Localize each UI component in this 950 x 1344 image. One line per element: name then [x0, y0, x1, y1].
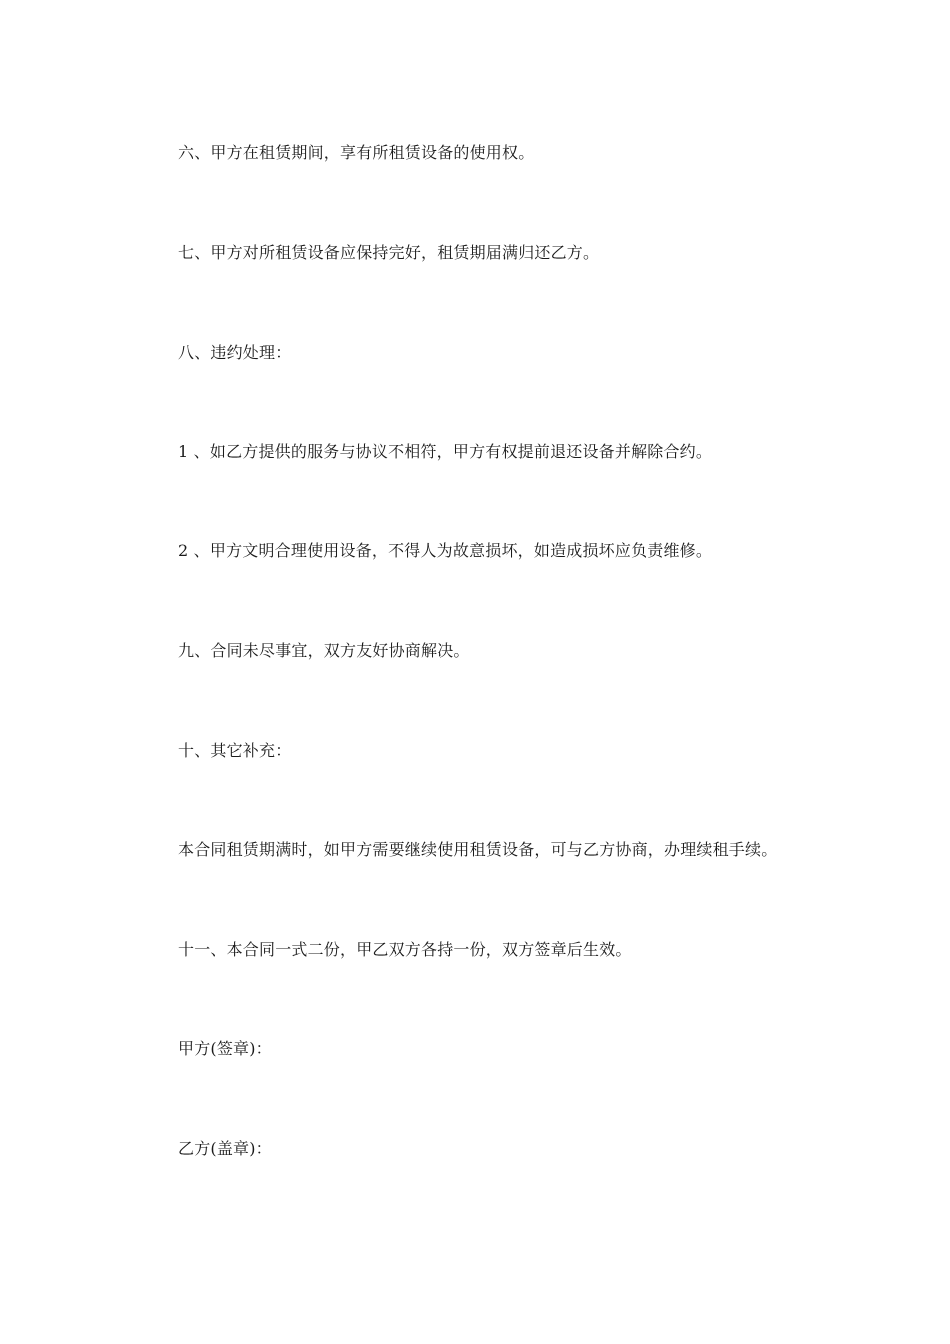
clause-7: 七、甲方对所租赁设备应保持完好，租赁期届满归还乙方。 — [178, 243, 600, 262]
clause-8-heading: 八、违约处理： — [178, 343, 292, 362]
party-b-seal: 乙方(盖章)： — [178, 1139, 272, 1158]
clause-6: 六、甲方在租赁期间，享有所租赁设备的使用权。 — [178, 143, 535, 162]
clause-11: 十一、本合同一式二份，甲乙双方各持一份，双方签章后生效。 — [178, 940, 632, 959]
clause-10-heading: 十、其它补充： — [178, 741, 292, 760]
clause-9: 九、合同未尽事宜，双方友好协商解决。 — [178, 641, 470, 660]
clause-8-item-1: 1 、如乙方提供的服务与协议不相符，甲方有权提前退还设备并解除合约。 — [178, 442, 713, 461]
clause-8-item-2: 2 、甲方文明合理使用设备，不得人为故意损坏，如造成损坏应负责维修。 — [178, 541, 713, 560]
clause-10-text: 本合同租赁期满时，如甲方需要继续使用租赁设备，可与乙方协商，办理续租手续。 — [178, 840, 778, 859]
party-a-signature: 甲方(签章)： — [178, 1039, 272, 1058]
